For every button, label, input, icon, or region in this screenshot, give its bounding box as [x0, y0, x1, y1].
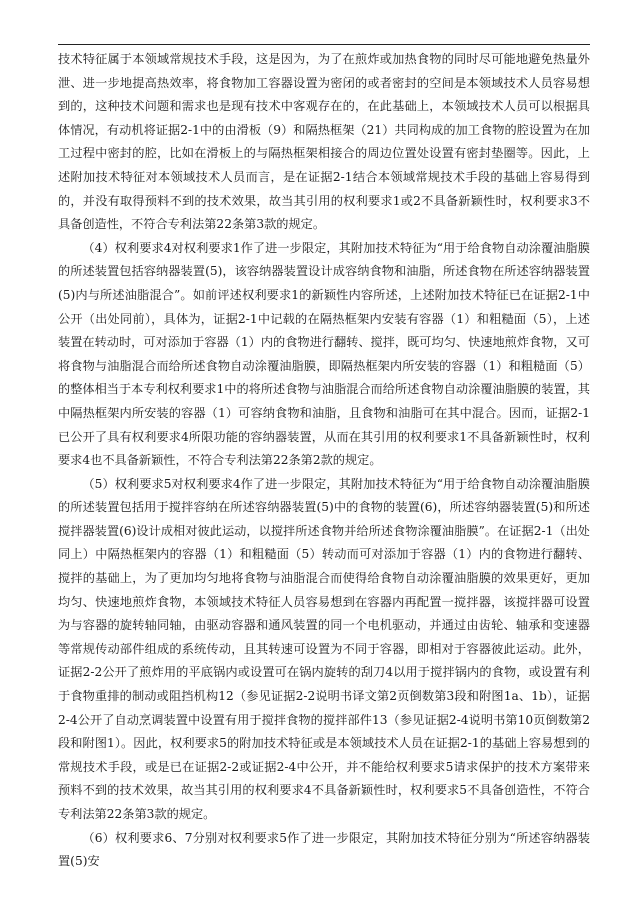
- header-rule: [58, 44, 590, 45]
- paragraph-claim-6-7: （6）权利要求6、7分别对权利要求5作了进一步限定，其附加技术特征分别为“所述容纳器装置(5)安: [58, 830, 590, 869]
- paragraph-claim-4: （4）权利要求4对权利要求1作了进一步限定，其附加技术特征为“用于给食物自动涂覆油脂膜的所述装置包括容纳器装置(5)，该容纳器装置设计成容纳食物和油脂，所述食物在所述容纳器装置(5)内与所述油脂混合”。如前评述权利要求1的新颖性内容所述，上述附加技术特征已在证据2-1中公开（出处同前），具体为，证据2-1中记载的在隔热框架内安装有容器（1）和粗糙面（5），上述装置在转动时，可对添加于容器（1）内的食物进行翻转、搅拌，既可均匀、快速地煎炸食物，又可将食物与油脂混合而给所述食物自动涂覆油脂膜，即隔热框架内所安装的容器（1）和粗糙面（5）的整体相当于本专利权利要求1中的将所述食物与油脂混合而给所述食物自动涂覆油脂膜的装置，其中隔热框架内所安装的容器（1）可容纳食物和油脂，且食物和油脂可在其中混合。因而，证据2-1已公开了具有权利要求4所限功能的容纳器装置，从而在其引用的权利要求1不具备新颖性时，权利要求4也不具备新颖性，不符合专利法第22条第2款的规定。: [58, 240, 590, 468]
- document-body: [58, 48, 590, 874]
- paragraph-continuation: 技术特征属于本领域常规技术手段，这是因为，为了在煎炸或加热食物的同时尽可能地避免热量外泄、进一步地提高热效率，将食物加工容器设置为密闭的或者密封的空间是本领域技术人员容易想到的，这种技术问题和需求也是现有技术中客观存在的，在此基础上，本领域技术人员可以根据具体情况，有动机将证据2-1中的由滑板（9）和隔热框架（21）共同构成的加工食物的腔设置为在加工过程中密封的腔，比如在滑板上的与隔热框架相接合的周边位置处设置有密封垫圈等。因此，上述附加技术特征对本领域技术人员而言，是在证据2-1结合本领域常规技术手段的基础上容易得到的，并没有取得预料不到的技术效果，故当其引用的权利要求1或2不具备新颖性时，权利要求3不具备创造性，不符合专利法第22条第3款的规定。: [58, 52, 590, 232]
- paragraph-claim-5: （5）权利要求5对权利要求4作了进一步限定，其附加技术特征为“用于给食物自动涂覆油脂膜的所述装置包括用于搅拌容纳在所述容纳器装置(5)中的食物的装置(6)，所述容纳器装置(5)和所述搅拌器装置(6)设计成相对彼此运动，以搅拌所述食物并给所述食物涂覆油脂膜”。在证据2-1（出处同上）中隔热框架内的容器（1）和粗糙面（5）转动而可对添加于容器（1）内的食物进行翻转、搅拌的基础上，为了更加均匀地将食物与油脂混合而使得给食物自动涂覆油脂膜的效果更好，更加均匀、快速地煎炸食物，本领域技术特征人员容易想到在容器内再配置一搅拌器，该搅拌器可设置为与容器的旋转轴同轴，由驱动容器和通风装置的同一个电机驱动，并通过由齿轮、轴承和变速器等常规传动部件组成的系统传动，且其转速可设置为不同于容器，即相对于容器彼此运动。此外，证据2-2公开了煎炸用的平底锅内或设置可在锅内旋转的刮刀4以用于搅拌锅内的食物，或设置有利于食物重排的制动或阻挡机构12（参见证据2-2说明书译文第2页倒数第3段和附图1a、1b），证据2-4公开了自动烹调装置中设置有用于搅拌食物的搅拌部件13（参见证据2-4说明书第10页倒数第2段和附图1）。因此，权利要求5的附加技术特征或是本领域技术人员在证据2-1的基础上容易想到的常规技术手段，或是已在证据2-2或证据2-4中公开，并不能给权利要求5请求保护的技术方案带来预料不到的技术效果，故当其引用的权利要求4不具备新颖性时，权利要求5不具备创造性，不符合专利法第22条第3款的规定。: [58, 476, 590, 821]
